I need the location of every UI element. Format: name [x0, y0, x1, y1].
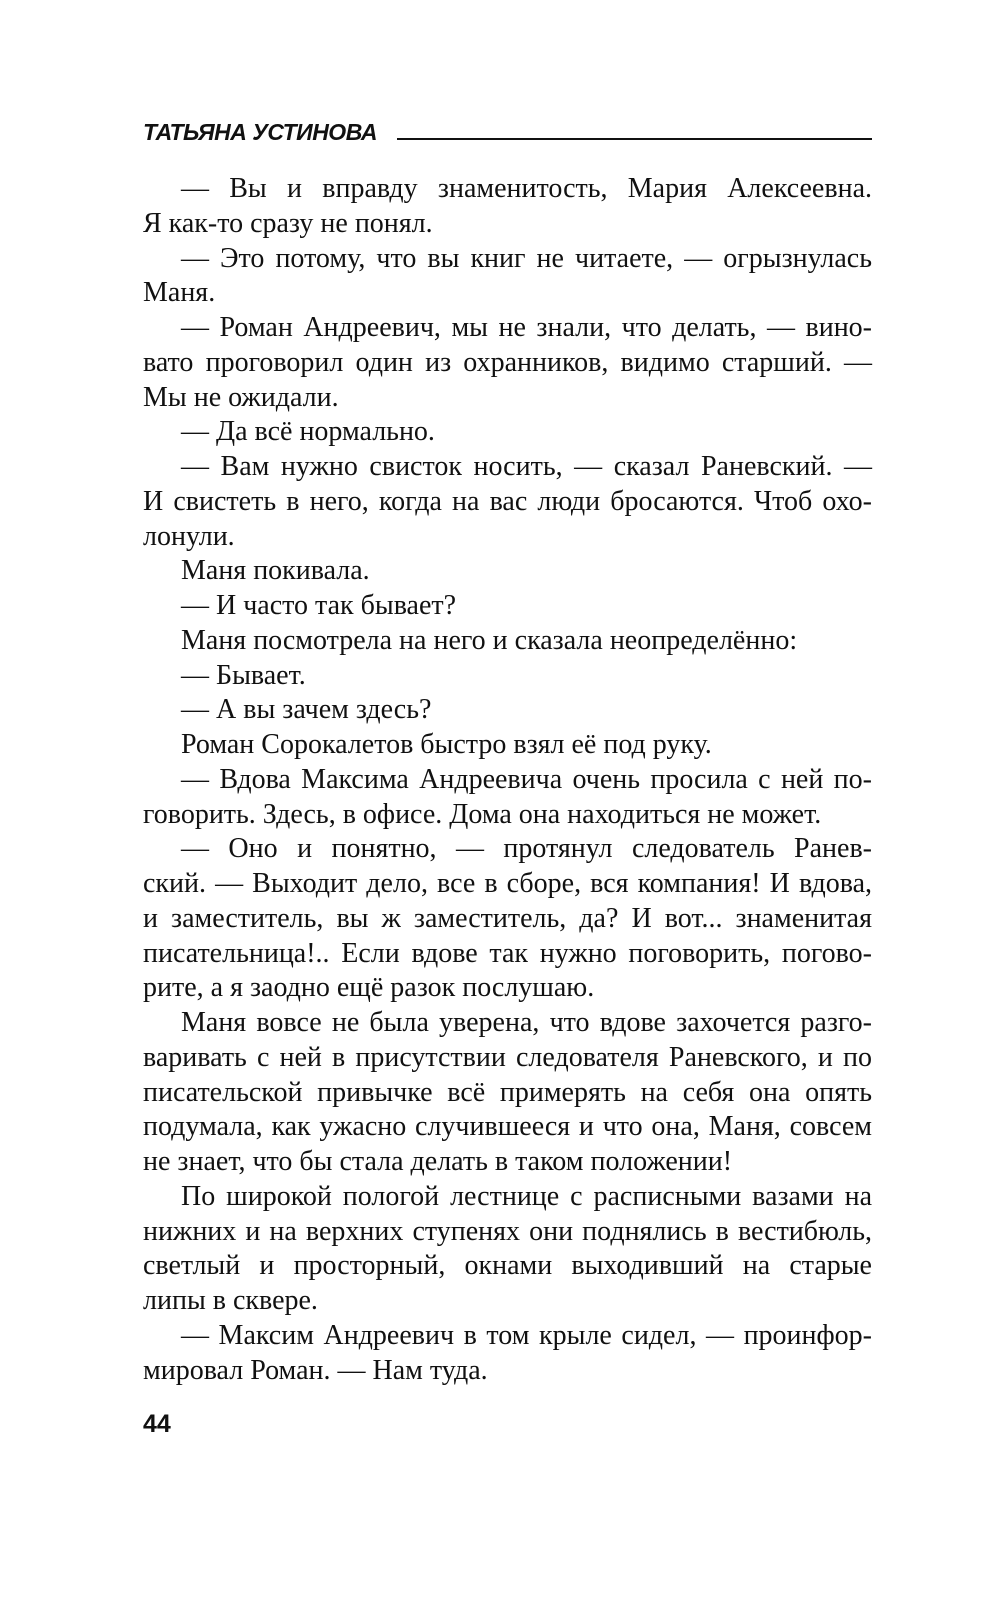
header-rule: [397, 138, 872, 140]
paragraph: [143, 1319, 872, 1389]
text-line: писательской привычке всё примерять на себя она опять: [143, 1076, 872, 1108]
paragraph: [143, 1180, 872, 1319]
text-line: мировал Роман. — Нам туда.: [143, 1354, 488, 1386]
text-line: — И часто так бывает?: [181, 590, 457, 621]
text-line: Я как-то сразу не понял.: [143, 207, 433, 239]
paragraph: [143, 1006, 872, 1180]
text-line: светлый и просторный, окнами выходивший на старые: [143, 1250, 872, 1282]
text-line: подумала, как ужасно случившееся и что она, Маня, совсем: [143, 1111, 872, 1143]
paragraph: [143, 415, 872, 450]
text-line: — Это потому, что вы книг не читаете, — огрызнулась: [181, 242, 872, 274]
text-line: — Максим Андреевич в том крыле сидел, — проинфор-: [181, 1319, 872, 1351]
paragraph: [143, 832, 872, 1006]
text-line: Маня покивала.: [181, 555, 370, 587]
paragraph: [143, 589, 872, 624]
author-name: ТАТЬЯНА УСТИНОВА: [143, 119, 378, 145]
text-line: Маня вовсе не была уверена, что вдове захочется разго-: [181, 1007, 872, 1038]
text-line: лонули.: [143, 520, 235, 552]
paragraph: [143, 659, 872, 694]
paragraph: [143, 624, 872, 659]
text-line: Маня.: [143, 277, 216, 309]
text-line: — Оно и понятно, — протянул следователь Ранев-: [181, 833, 872, 865]
paragraph: [143, 242, 872, 312]
text-line: По широкой пологой лестнице с расписными вазами на: [181, 1180, 872, 1212]
text-line: нижних и на верхних ступенях они поднялись в вестибюль,: [143, 1215, 872, 1247]
paragraph: [143, 554, 872, 589]
paragraph: [143, 172, 872, 242]
text-line: — А вы зачем здесь?: [181, 694, 432, 726]
text-line: Роман Сорокалетов быстро взял её под руку.: [181, 729, 712, 760]
text-line: вато проговорил один из охранников, видимо старший. —: [143, 346, 872, 378]
text-line: — Вы и вправду знаменитость, Мария Алексеевна.: [181, 173, 872, 204]
text-line: Маня посмотрела на него и сказала неопределённо:: [181, 624, 798, 656]
text-line: липы в сквере.: [143, 1285, 318, 1316]
text-line: Мы не ожидали.: [143, 381, 339, 413]
text-line: говорить. Здесь, в офисе. Дома она находиться не может.: [143, 798, 822, 830]
paragraph: [143, 450, 872, 554]
paragraph: [143, 728, 872, 763]
text-line: варивать с ней в присутствии следователя Раневского, и по: [143, 1041, 872, 1073]
text-line: ский. — Выходит дело, все в сборе, вся компания! И вдова,: [143, 868, 872, 899]
text-line: И свистеть в него, когда на вас люди бросаются. Чтоб охо-: [143, 485, 872, 517]
paragraph: [143, 693, 872, 728]
text-line: — Да всё нормально.: [181, 416, 435, 448]
text-line: — Вам нужно свисток носить, — сказал Раневский. —: [181, 451, 872, 482]
running-header: [143, 114, 872, 146]
text-line: — Вдова Максима Андреевича очень просила с ней по-: [181, 763, 872, 795]
text-line: не знает, что бы стала делать в таком положении!: [143, 1146, 733, 1177]
page-number: 44: [143, 1410, 171, 1438]
page-body-text: [143, 172, 872, 1388]
text-line: и заместитель, вы ж заместитель, да? И вот... знаменитая: [143, 902, 872, 934]
text-line: писательница!.. Если вдове так нужно поговорить, погово-: [143, 937, 872, 969]
paragraph: [143, 763, 872, 833]
paragraph: [143, 311, 872, 415]
text-line: — Бывает.: [181, 659, 306, 691]
text-line: рите, а я заодно ещё разок послушаю.: [143, 972, 595, 1004]
text-line: — Роман Андреевич, мы не знали, что делать, — вино-: [181, 312, 872, 343]
